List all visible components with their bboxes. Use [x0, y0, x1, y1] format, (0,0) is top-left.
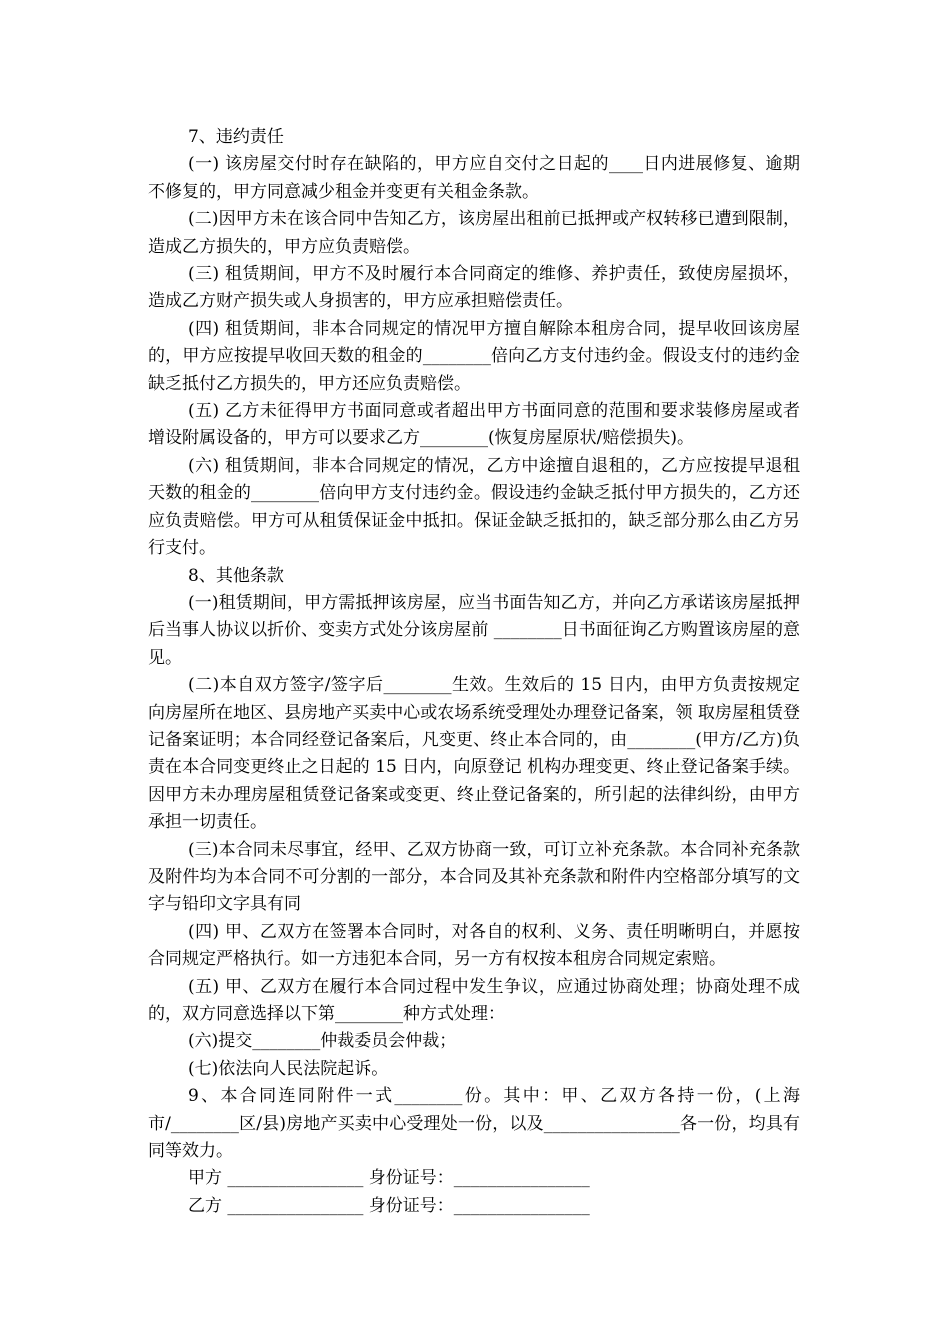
- clause-paragraph: (二)本自双方签字/签字后________生效。生效后的 15 日内，由甲方负责按规定向房屋所在地区、县房地产买卖中心或农场系统受理处办理登记备案，领 取房屋租赁登记备案证明；本合同经登记备案后，凡变更、终止本合同的，由________(甲方/乙方)负责在本合同变更终止之日起的 15 日内，向原登记 机构办理变更、终止登记备案手续。因甲方未办理房屋租赁登记备案或变更、终止登记备案的，所引起的法律纠纷，由甲方承担一切责任。: [148, 675, 800, 833]
- section-heading-9: 9、本合同连同附件一式________份。其中：甲、乙双方各持一份，(上海市/________区/县)房地产买卖中心受理处一份，以及________________各一份，均具有同等效力。: [148, 1086, 800, 1162]
- clause-paragraph: (五) 甲、乙双方在履行本合同过程中发生争议，应通过协商处理；协商处理不成的，双方同意选择以下第________种方式处理：: [148, 976, 800, 1024]
- section-heading-8: 8、其他条款: [188, 565, 284, 586]
- clause-paragraph: (七)依法向人民法院起诉。: [188, 1058, 389, 1079]
- contract-body: [148, 124, 800, 1220]
- clause-paragraph: (二)因甲方未在该合同中告知乙方，该房屋出租前已抵押或产权转移已遭到限制，造成乙方损失的，甲方应负责赔偿。: [148, 209, 800, 257]
- clause-paragraph: (六) 租赁期间，非本合同规定的情况，乙方中途擅自退租的，乙方应按提早退租天数的租金的________倍向甲方支付违约金。假设违约金缺乏抵付甲方损失的，乙方还应负责赔偿。甲方可从租赁保证金中抵扣。保证金缺乏抵扣的，缺乏部分那么由乙方另行支付。: [148, 455, 800, 559]
- clause-paragraph: (一)租赁期间，甲方需抵押该房屋，应当书面告知乙方，并向乙方承诺该房屋抵押后当事人协议以折价、变卖方式处分该房屋前 ________日书面征询乙方购置该房屋的意见。: [148, 592, 800, 668]
- clause-paragraph: (一) 该房屋交付时存在缺陷的，甲方应自交付之日起的____日内进展修复、逾期不修复的，甲方同意减少租金并变更有关租金条款。: [148, 154, 800, 202]
- clause-paragraph: (四) 甲、乙双方在签署本合同时，对各自的权利、义务、责任明晰明白，并愿按合同规定严格执行。如一方违犯本合同，另一方有权按本租房合同规定索赔。: [148, 921, 800, 970]
- section-heading-7: 7、违约责任: [188, 127, 284, 147]
- clause-paragraph: (六)提交________仲裁委员会仲裁；: [188, 1031, 457, 1052]
- clause-paragraph: (四) 租赁期间，非本合同规定的情况甲方擅自解除本租房合同，提早收回该房屋的，甲方应按提早收回天数的租金的________倍向乙方支付违约金。假设支付的违约金缺乏抵付乙方损失的，甲方还应负责赔偿。: [148, 318, 800, 394]
- signature-line-party-a: 甲方 ________________ 身份证号：________________: [188, 1168, 590, 1189]
- clause-paragraph: (三) 租赁期间，甲方不及时履行本合同商定的维修、养护责任，致使房屋损坏，造成乙方财产损失或人身损害的，甲方应承担赔偿责任。: [148, 264, 800, 312]
- clause-paragraph: (三)本合同未尽事宜，经甲、乙双方协商一致，可订立补充条款。本合同补充条款及附件均为本合同不可分割的一部分，本合同及其补充条款和附件内空格部分填写的文字与铅印文字具有同: [148, 839, 800, 915]
- signature-line-party-b: 乙方 ________________ 身份证号：________________: [188, 1195, 590, 1216]
- clause-paragraph: (五) 乙方未征得甲方书面同意或者超出甲方书面同意的范围和要求装修房屋或者增设附属设备的，甲方可以要求乙方________(恢复房屋原状/赔偿损失)。: [148, 401, 800, 449]
